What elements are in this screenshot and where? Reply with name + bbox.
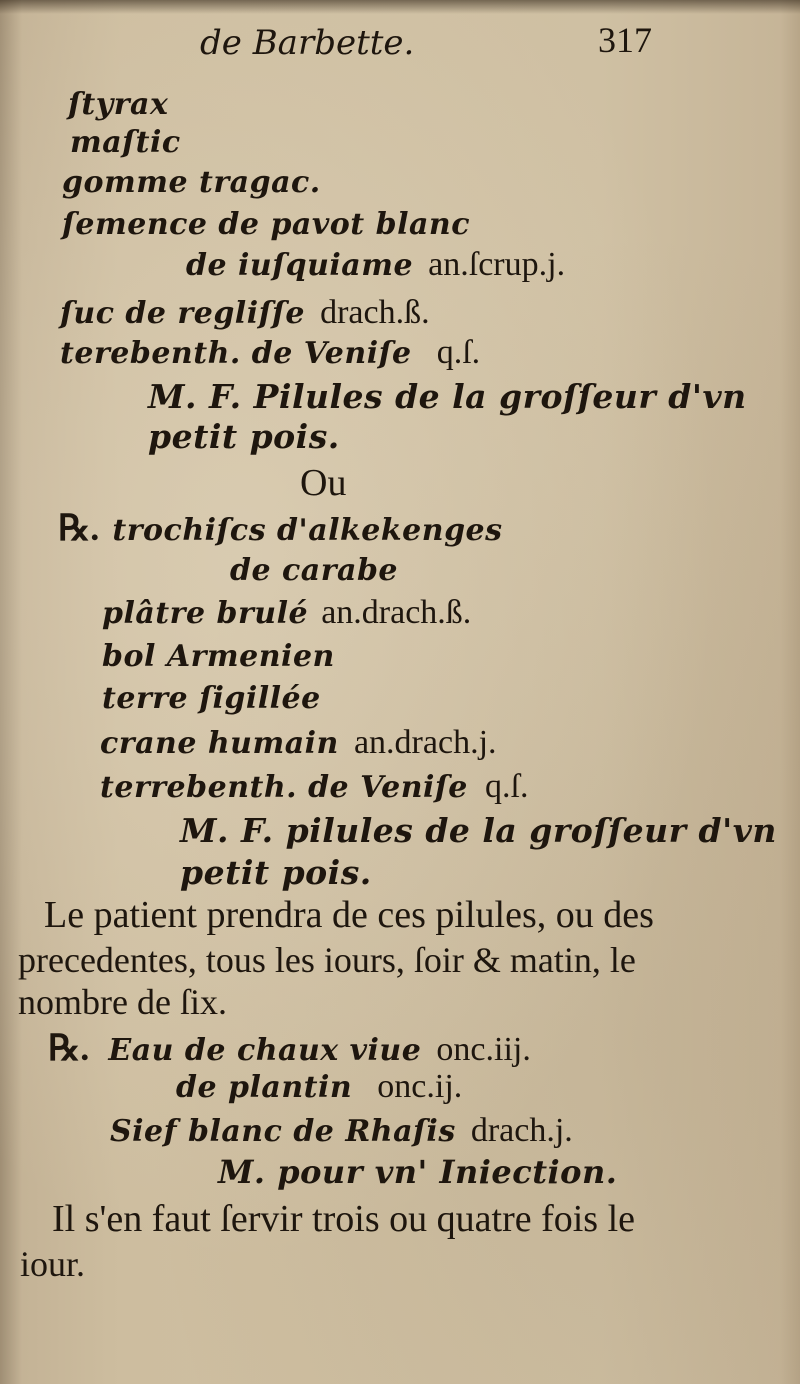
recipe-symbol: ℞. — [48, 1028, 90, 1068]
dosage: drach.ß. — [320, 294, 430, 331]
ingredient-name: Sief blanc de Rhaſis — [110, 1114, 456, 1149]
ingredient-name: trochiſcs d'alkekenges — [112, 513, 503, 548]
recipe-instruction: M. F. pilules de la groſſeur d'vn — [180, 811, 777, 850]
ingredient-name: terrebenth. de Veniſe — [100, 770, 468, 805]
dosage: q.ſ. — [485, 768, 529, 805]
ingredient-name: de plantin — [176, 1070, 353, 1105]
ingredient-name: Eau de chaux viue — [108, 1033, 422, 1068]
paragraph-line: iour. — [20, 1244, 86, 1284]
ingredient-name: crane humain — [100, 726, 339, 761]
ingredient-line — [100, 726, 497, 760]
alternative-heading: Ou — [300, 462, 347, 504]
dosage: onc.iij. — [436, 1031, 531, 1068]
ingredient-line: de carabe — [230, 553, 399, 588]
ingredient-line: terre ſigillée — [102, 681, 321, 716]
page-number: 317 — [598, 20, 652, 60]
recipe-instruction: petit pois. — [148, 417, 340, 456]
page-top-shadow — [0, 0, 800, 14]
ingredient-name: plâtre brulé — [102, 596, 309, 631]
paragraph-line: Il s'en faut ſervir trois ou quatre fois le — [52, 1198, 636, 1240]
paragraph-line: nombre de ſix. — [18, 982, 227, 1022]
recipe-instruction: petit pois. — [180, 853, 372, 892]
ingredient-name: de iuſquiame — [186, 248, 414, 283]
ingredient-line: ſemence de pavot blanc — [62, 207, 470, 242]
ingredient-line — [186, 248, 565, 282]
ingredient-line — [60, 336, 480, 370]
ingredient-line — [100, 770, 528, 804]
paragraph-line: precedentes, tous les iours, ſoir & matin, le — [18, 940, 636, 980]
dosage: an.drach.ß. — [321, 594, 472, 631]
dosage: onc.ij. — [377, 1068, 463, 1105]
dosage: drach.j. — [470, 1112, 573, 1149]
ingredient-line: maſtic — [70, 125, 181, 160]
dosage: q.ſ. — [436, 334, 481, 371]
ingredient-line: bol Armenien — [102, 639, 335, 674]
recipe-instruction: M. pour vn' Iniection. — [218, 1153, 618, 1191]
dosage: an.drach.j. — [353, 724, 497, 761]
ingredient-line — [58, 510, 503, 546]
dosage: an.ſcrup.j. — [428, 246, 566, 283]
ingredient-name: ſuc de regliſſe — [60, 296, 305, 331]
ingredient-line — [102, 596, 471, 630]
ingredient-line — [176, 1070, 462, 1104]
recipe-symbol: ℞. — [58, 508, 100, 548]
running-title: de Barbette. — [200, 23, 415, 63]
paragraph-line: Le patient prendra de ces pilules, ou des — [44, 894, 654, 936]
ingredient-line — [48, 1030, 531, 1067]
ingredient-line: ſtyrax — [68, 87, 169, 122]
recipe-instruction: M. F. Pilules de la groſſeur d'vn — [148, 377, 747, 416]
ingredient-name: terebenth. de Veniſe — [60, 336, 412, 371]
ingredient-line: gomme tragac. — [62, 165, 321, 200]
ingredient-line — [60, 296, 430, 330]
ingredient-line — [110, 1114, 573, 1148]
